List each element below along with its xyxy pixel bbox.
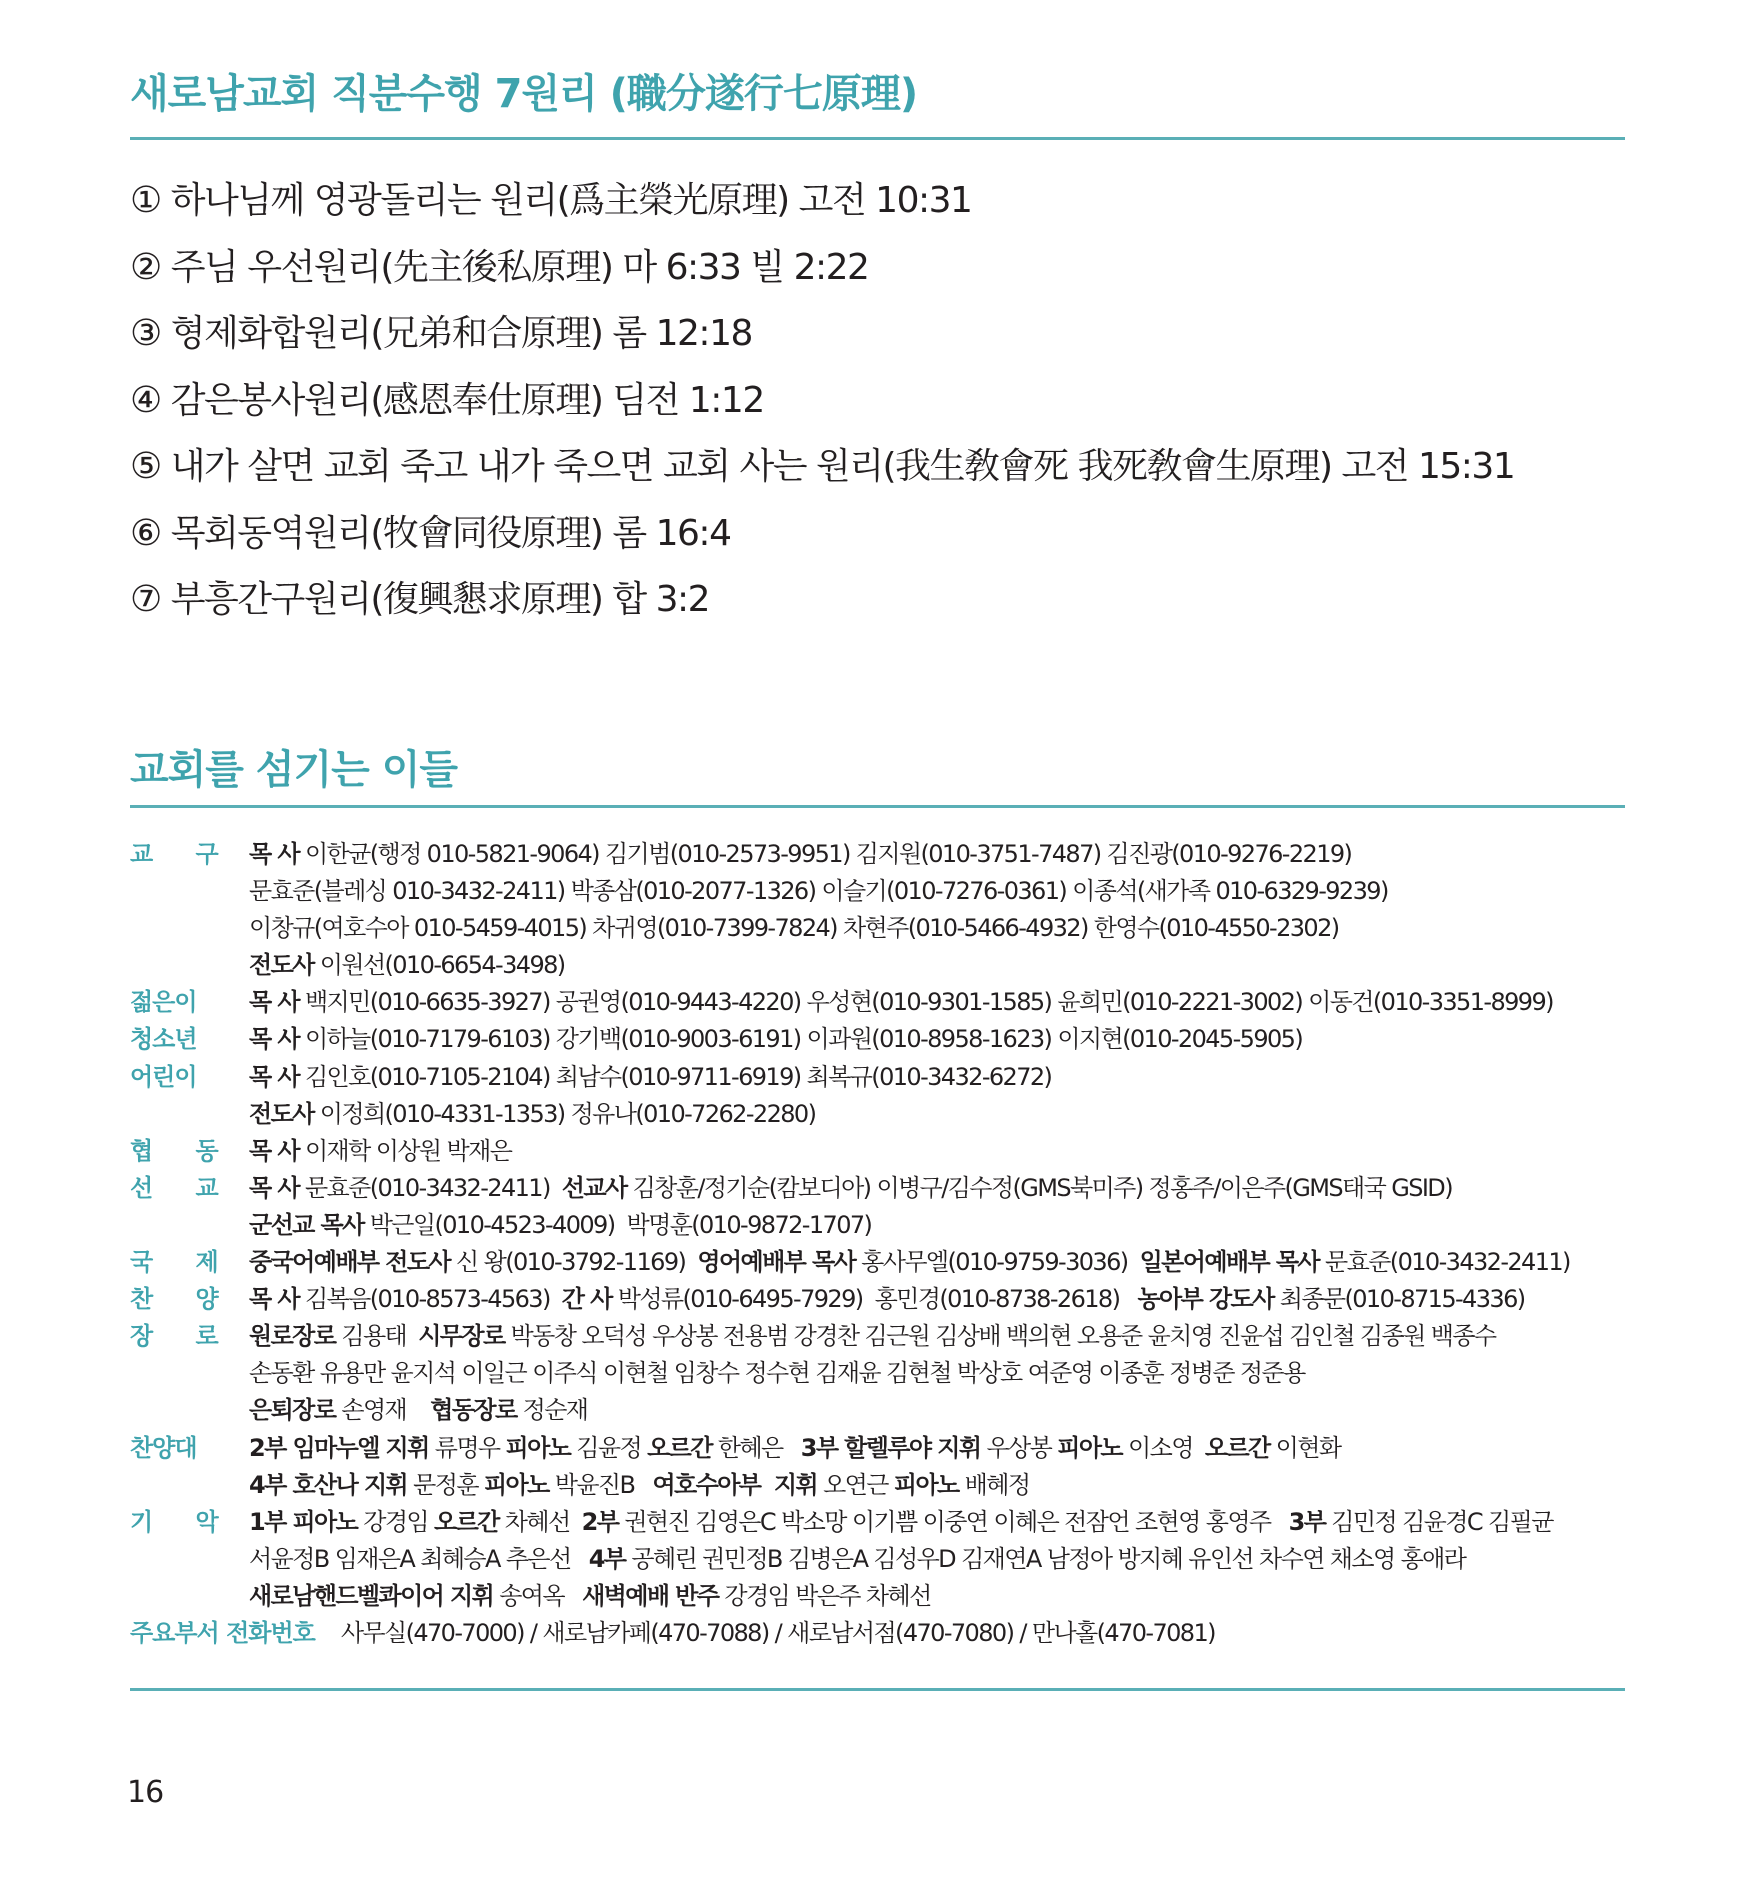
staff-names: 최종문(010-8715-4336) <box>1273 1285 1525 1314</box>
phone-directory-label: 주요부서 전화번호 <box>130 1618 315 1647</box>
role-title: 1부 피아노 <box>249 1507 358 1536</box>
staff-group-label: 젊은이 <box>130 988 197 1017</box>
phone-directory <box>130 1615 1650 1654</box>
staff-names: 공혜린 권민정B 김병은A 김성우D 김재연A 남정아 방지혜 유인선 차수연 채소영 홍애라 <box>625 1544 1466 1573</box>
role-title: 목 사 <box>249 1285 299 1314</box>
staff-group-label: 협 동 <box>130 1136 236 1165</box>
staff-names: 박동창 오덕성 우상봉 전용범 강경찬 김근원 김상배 백의현 오용준 윤치영 진윤섭 김인철 김종원 백종수 <box>504 1322 1496 1351</box>
staff-group <box>130 836 1650 984</box>
role-title: 은퇴장로 <box>249 1396 336 1425</box>
role-title: 전도사 <box>249 1099 314 1128</box>
staff-names: 강경임 박은주 차혜선 <box>718 1581 931 1610</box>
staff-names: 이현화 <box>1269 1433 1341 1462</box>
staff-line <box>249 1244 1650 1281</box>
staff-names: 홍사무엘(010-9759-3036) <box>855 1248 1140 1277</box>
staff-group <box>130 1059 1650 1133</box>
staff-line <box>249 1281 1650 1318</box>
staff-names: 김창훈/정기순(캄보디아) 이병구/김수정(GMS북미주) 정홍주/이은주(GMS태국 GSID) <box>626 1173 1452 1202</box>
staff-group-label: 어린이 <box>130 1062 197 1091</box>
staff-group <box>130 1133 1650 1170</box>
role-title: 간 사 <box>561 1285 612 1314</box>
staff-names: 김인호(010-7105-2104) 최남수(010-9711-6919) 최복규(010-3432-6272) <box>298 1062 1052 1091</box>
staff-names: 김윤정 <box>570 1433 648 1462</box>
staff-names: 문효준(블레싱 010-3432-2411) 박종삼(010-2077-1326) 이슬기(010-7276-0361) 이종석(새가족 010-6329-9239) <box>249 877 1388 906</box>
staff-names: 문정훈 <box>407 1470 484 1499</box>
role-title: 여호수아부 지휘 <box>652 1470 818 1499</box>
role-title: 피아노 <box>505 1433 571 1462</box>
staff-names: 신 왕(010-3792-1169) <box>450 1248 698 1277</box>
staff-names: 이재학 이상원 박재은 <box>298 1136 512 1165</box>
staff-group <box>130 1244 1650 1281</box>
staff-line <box>249 1392 1650 1429</box>
role-title: 새로남핸드벨콰이어 지휘 <box>249 1581 494 1610</box>
staff-line <box>249 1504 1650 1541</box>
role-title: 전도사 <box>249 951 314 980</box>
staff-names: 손영재 <box>335 1396 431 1425</box>
staff-group-label: 기 악 <box>130 1507 236 1536</box>
staff-line <box>249 984 1650 1021</box>
page-number: 16 <box>127 1775 164 1810</box>
staff-names: 류명우 <box>428 1433 506 1462</box>
principle-item: ⑦ 부흥간구원리(復興懇求原理) 합 3:2 <box>130 579 710 620</box>
staff-line <box>249 1021 1650 1058</box>
section-title-principles: 새로남교회 직분수행 7원리 (職分遂行七原理) <box>130 71 918 117</box>
staff-group-lines <box>249 1430 1650 1504</box>
staff-names: 이하늘(010-7179-6103) 강기백(010-9003-6191) 이과원(010-8958-1623) 이지현(010-2045-5905) <box>298 1025 1303 1054</box>
staff-group-lines <box>249 1059 1650 1133</box>
principle-item: ⑤ 내가 살면 교회 죽고 내가 죽으면 교회 사는 원리(我生敎會死 我死敎會生原理) 고전 15:31 <box>130 446 1515 487</box>
staff-line <box>249 1207 1650 1244</box>
staff-line <box>249 1096 1650 1133</box>
role-title: 목 사 <box>249 1062 299 1091</box>
staff-group-label: 장 로 <box>130 1322 236 1351</box>
staff-group-lines <box>249 1170 1650 1244</box>
staff-names: 이창규(여호수아 010-5459-4015) 차귀영(010-7399-7824) 차현주(010-5466-4932) 한영수(010-4550-2302) <box>249 914 1339 943</box>
staff-line <box>249 910 1650 947</box>
role-title: 시무장로 <box>418 1322 505 1351</box>
phone-directory-text: 사무실(470-7000) / 새로남카페(470-7088) / 새로남서점(470-7080) / 만나홀(470-7081) <box>340 1618 1215 1647</box>
staff-names: 이원선(010-6654-3498) <box>313 951 565 980</box>
staff-line <box>249 1355 1650 1392</box>
staff-line <box>249 1467 1650 1504</box>
staff-group <box>130 1504 1650 1615</box>
staff-line <box>249 947 1650 984</box>
principle-item: ④ 감은봉사원리(感恩奉仕原理) 딤전 1:12 <box>130 379 764 421</box>
staff-names: 손동환 유용만 윤지석 이일근 이주식 이현철 임창수 정수현 김재윤 김현철 박상호 여준영 이종훈 정병준 정준용 <box>249 1359 1305 1388</box>
staff-names: 강경임 <box>357 1507 435 1536</box>
staff-group-lines <box>249 1133 1650 1170</box>
staff-names: 문효준(010-3432-2411) <box>298 1173 562 1202</box>
title-divider <box>130 137 1625 140</box>
staff-names: 오연근 <box>817 1470 894 1499</box>
staff-line <box>249 1170 1650 1207</box>
staff-names: 배혜정 <box>958 1470 1030 1499</box>
staff-group-lines <box>249 836 1650 984</box>
staff-group-label: 선 교 <box>130 1173 236 1202</box>
role-title: 농아부 강도사 <box>1137 1285 1274 1314</box>
staff-names: 한혜은 <box>711 1433 801 1462</box>
role-title: 새벽예배 반주 <box>582 1581 719 1610</box>
principle-item: ③ 형제화합원리(兄弟和合原理) 롬 12:18 <box>130 313 752 354</box>
role-title: 오르간 <box>647 1433 712 1462</box>
staff-names: 박성류(010-6495-7929) 홍민경(010-8738-2618) <box>611 1285 1138 1314</box>
role-title: 목 사 <box>249 1025 299 1054</box>
staff-group-lines <box>249 1281 1650 1318</box>
role-title: 선교사 <box>561 1173 627 1202</box>
role-title: 오르간 <box>1204 1433 1270 1462</box>
staff-names: 이정희(010-4331-1353) 정유나(010-7262-2280) <box>313 1099 816 1128</box>
staff-names: 이한균(행정 010-5821-9064) 김기범(010-2573-9951) 김지원(010-3751-7487) 김진광(010-9276-2219) <box>298 840 1352 868</box>
role-title: 2부 <box>581 1507 619 1536</box>
staff-group-lines <box>249 984 1650 1021</box>
staff-group-lines <box>249 1244 1650 1281</box>
role-title: 협동장로 <box>430 1396 517 1425</box>
role-title: 피아노 <box>893 1470 959 1499</box>
staff-line <box>249 1059 1650 1096</box>
bottom-divider <box>130 1688 1625 1691</box>
role-title: 3부 <box>1288 1507 1326 1536</box>
staff-group-lines <box>249 1021 1650 1058</box>
staff-names: 김복음(010-8573-4563) <box>298 1285 562 1314</box>
staff-divider <box>130 805 1625 808</box>
staff-names: 김민정 김윤경C 김필균 <box>1325 1507 1553 1536</box>
role-title: 영어예배부 목사 <box>697 1248 856 1277</box>
staff-group-label: 국 제 <box>130 1248 236 1277</box>
staff-group-label: 찬 양 <box>130 1285 236 1314</box>
staff-names: 김용태 <box>335 1322 419 1351</box>
role-title: 2부 임마누엘 지휘 <box>249 1433 429 1462</box>
staff-group <box>130 1281 1650 1318</box>
role-title: 4부 <box>588 1544 626 1573</box>
staff-group <box>130 1170 1650 1244</box>
staff-line <box>249 1133 1650 1170</box>
staff-line <box>249 1578 1650 1615</box>
section-title-staff: 교회를 섬기는 이들 <box>130 747 457 793</box>
staff-group <box>130 1318 1650 1429</box>
role-title: 일본어예배부 목사 <box>1139 1248 1320 1277</box>
role-title: 원로장로 <box>249 1322 336 1351</box>
role-title: 중국어예배부 전도사 <box>249 1248 451 1277</box>
role-title: 목 사 <box>249 988 299 1017</box>
staff-group <box>130 1430 1650 1504</box>
principle-item: ⑥ 목회동역원리(牧會同役原理) 롬 16:4 <box>130 512 731 554</box>
staff-group-lines <box>249 1504 1650 1615</box>
staff-line <box>249 836 1650 873</box>
staff-line <box>249 1541 1650 1578</box>
staff-names: 송여옥 <box>493 1581 583 1610</box>
staff-group-label: 교 구 <box>130 840 236 868</box>
staff-names: 백지민(010-6635-3927) 공권영(010-9443-4220) 우성현(010-9301-1585) 윤희민(010-2221-3002) 이동건(010-3351-8999) <box>298 988 1553 1017</box>
role-title: 3부 할렐루야 지휘 <box>800 1433 981 1462</box>
staff-group <box>130 1021 1650 1058</box>
principle-item: ① 하나님께 영광돌리는 원리(爲主榮光原理) 고전 10:31 <box>130 180 972 221</box>
staff-names: 이소영 <box>1122 1433 1205 1462</box>
staff-names: 정순재 <box>516 1396 588 1425</box>
staff-group-label: 청소년 <box>130 1025 197 1054</box>
role-title: 목 사 <box>249 1173 299 1202</box>
staff-group <box>130 984 1650 1021</box>
role-title: 오르간 <box>434 1507 499 1536</box>
staff-line <box>249 1318 1650 1355</box>
staff-names: 박근일(010-4523-4009) 박명훈(010-9872-1707) <box>363 1210 872 1239</box>
staff-names: 차혜선 <box>498 1507 582 1536</box>
staff-group-lines <box>249 1318 1650 1429</box>
role-title: 피아노 <box>483 1470 549 1499</box>
principles-list <box>130 168 1630 634</box>
staff-names: 우상봉 <box>980 1433 1058 1462</box>
role-title: 피아노 <box>1057 1433 1123 1462</box>
staff-directory <box>130 836 1650 1654</box>
role-title: 목 사 <box>249 1136 299 1165</box>
staff-names: 박윤진B <box>548 1470 653 1499</box>
role-title: 4부 호산나 지휘 <box>249 1470 408 1499</box>
principle-item: ② 주님 우선원리(先主後私原理) 마 6:33 빌 2:22 <box>130 246 869 288</box>
staff-names: 서윤정B 임재은A 최혜승A 추은선 <box>249 1544 589 1573</box>
role-title: 군선교 목사 <box>249 1210 364 1239</box>
staff-line <box>249 1430 1650 1467</box>
role-title: 목 사 <box>249 840 299 868</box>
staff-names: 권현진 김영은C 박소망 이기쁨 이중연 이혜은 전잠언 조현영 홍영주 <box>618 1507 1289 1536</box>
staff-line <box>249 873 1650 910</box>
staff-names: 문효준(010-3432-2411) <box>1319 1248 1570 1277</box>
staff-group-label: 찬양대 <box>130 1433 197 1462</box>
